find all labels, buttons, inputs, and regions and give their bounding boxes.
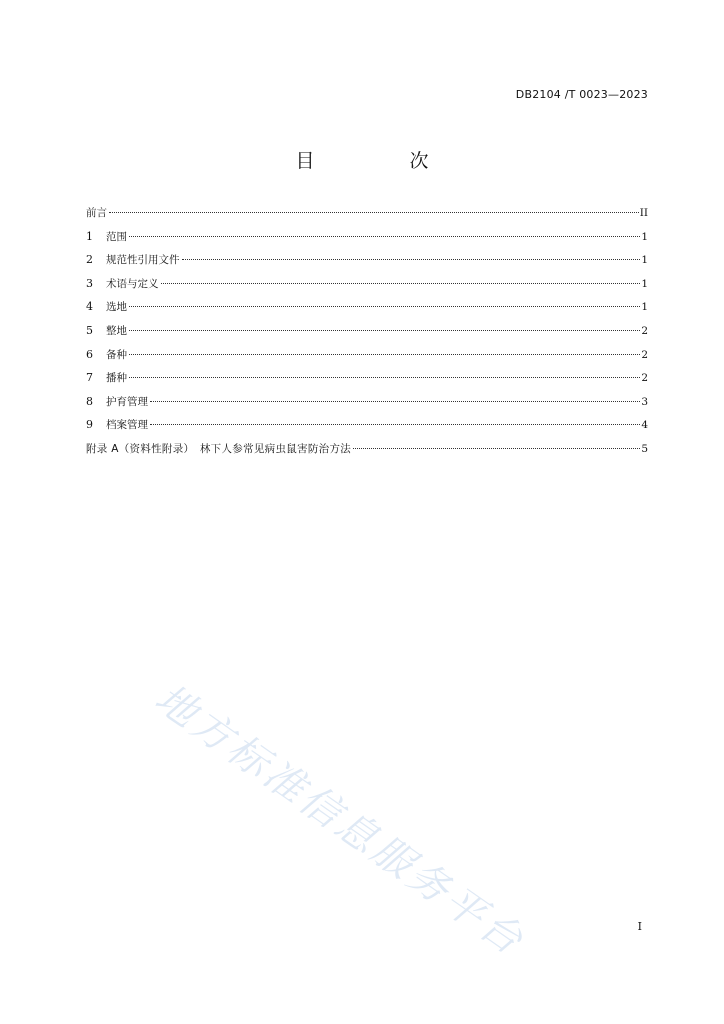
toc-entry-label: 前言 (86, 207, 107, 219)
toc-leader-dots (129, 329, 640, 331)
toc-leader-dots (129, 305, 640, 307)
toc-entry-number: 2 (86, 253, 93, 267)
toc-entry-page: 5 (641, 442, 648, 455)
toc-entry-label: 范围 (106, 230, 127, 243)
toc-leader-dots (129, 353, 640, 355)
toc-entry-number: 6 (86, 347, 93, 361)
toc-entry-page: 2 (641, 372, 648, 385)
toc-entry-land-preparation[interactable] (86, 324, 648, 348)
toc-leader-dots (161, 282, 641, 284)
toc-entry-scope[interactable] (86, 230, 648, 254)
toc-entry-foreword[interactable] (86, 206, 648, 230)
toc-entry-normative-references[interactable] (86, 253, 648, 277)
toc-leader-dots (353, 447, 640, 449)
toc-entry-number: 3 (86, 276, 93, 290)
toc-entry-label: 备种 (106, 348, 127, 361)
toc-leader-dots (109, 211, 639, 213)
standard-code: DB2104 /T 0023—2023 (515, 88, 648, 101)
toc-entry-label: 护育管理 (106, 395, 148, 408)
toc-entry-label: 附录 A（资料性附录） 林下人参常见病虫鼠害防治方法 (86, 442, 352, 455)
toc-entry-page: 1 (641, 254, 648, 267)
toc-entry-cultivation-management[interactable] (86, 395, 648, 419)
toc-entry-page: 1 (641, 277, 648, 290)
toc-entry-appendix-a[interactable] (86, 442, 648, 466)
toc-entry-label: 档案管理 (106, 419, 148, 432)
toc-entry-record-management[interactable] (86, 418, 648, 442)
toc-entry-number: 4 (86, 300, 93, 314)
toc-entry-number: 7 (86, 371, 93, 385)
toc-entry-page: 1 (641, 301, 648, 314)
toc-entry-label: 播种 (106, 372, 127, 385)
toc-entry-page: 1 (641, 230, 648, 243)
toc-entry-label: 规范性引用文件 (106, 254, 180, 267)
toc-entry-sowing[interactable] (86, 371, 648, 395)
toc-entry-number: 8 (86, 394, 93, 408)
toc-leader-dots (182, 258, 641, 260)
toc-entry-page: 4 (641, 419, 648, 432)
toc-leader-dots (129, 376, 640, 378)
toc-entry-site-selection[interactable] (86, 300, 648, 324)
page-number: I (637, 920, 642, 933)
toc-entry-page: 2 (641, 348, 648, 361)
toc-entry-terms-definitions[interactable] (86, 277, 648, 301)
watermark: 地方标准信息服务平台 (146, 675, 534, 966)
toc-entry-number: 9 (86, 418, 93, 432)
toc-leader-dots (150, 400, 640, 402)
toc-entry-seed-preparation[interactable] (86, 348, 648, 372)
toc-entry-number: 5 (86, 323, 93, 337)
toc-entry-page: 3 (641, 395, 648, 408)
toc-entry-number: 1 (86, 229, 93, 243)
toc-entry-label: 术语与定义 (106, 277, 159, 290)
toc-entry-page: II (639, 207, 648, 219)
toc-entry-label: 选地 (106, 301, 127, 314)
toc-entry-label: 整地 (106, 324, 127, 337)
page-title: 目 次 (295, 150, 467, 172)
table-of-contents (86, 206, 648, 466)
toc-entry-page: 2 (641, 324, 648, 337)
toc-leader-dots (129, 235, 640, 237)
toc-leader-dots (150, 423, 640, 425)
